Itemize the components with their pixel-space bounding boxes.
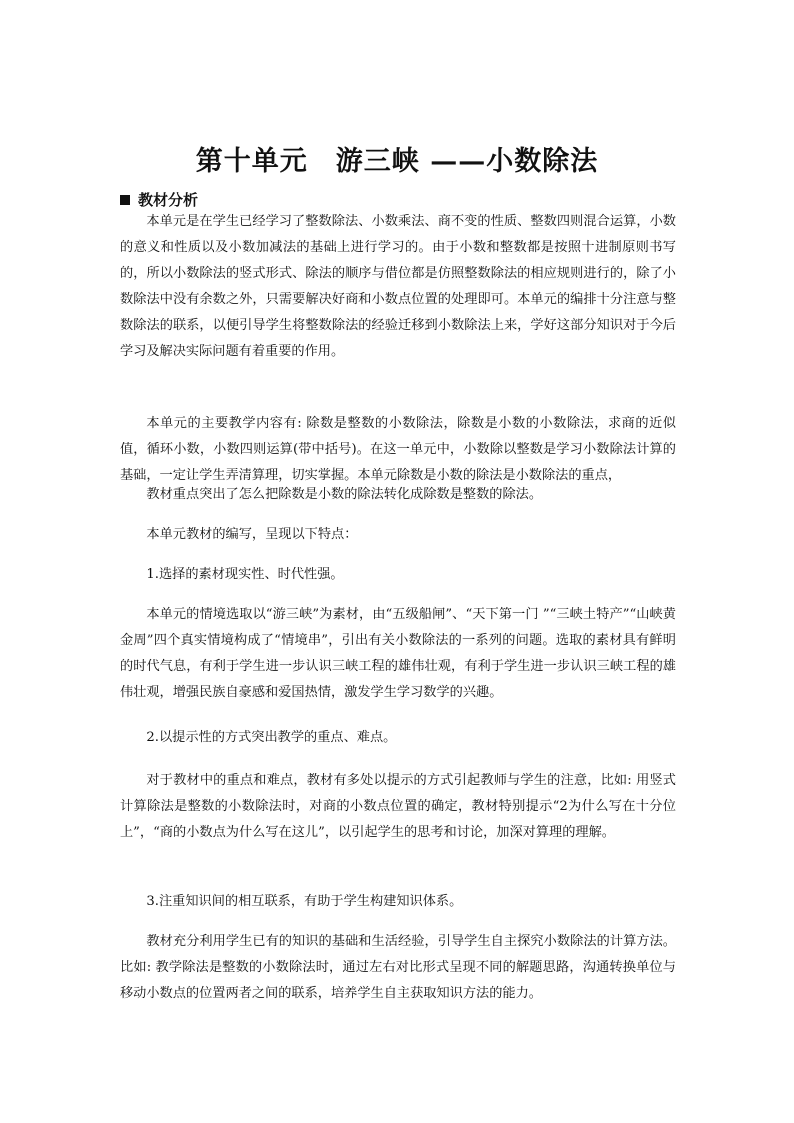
paragraph-key-point: 教材重点突出了怎么把除数是小数的除法转化成除数是整数的除法。 [146, 487, 543, 502]
paragraph-feature-1-heading: 1.选择的素材现实性、时代性强。 [146, 567, 344, 582]
paragraph-feature-3-body: 教材充分利用学生已有的知识的基础和生活经验，引导学生自主探究小数除法的计算方法。比如: 教学除法是整数的小数除法时，通过左右对比形式呈现不同的解题思路，沟通转换单位与移动小数点的位置两者之间的联系，培养学生自主获取知识方法的能力。 [120, 934, 676, 1001]
square-bullet-icon [120, 195, 130, 205]
section-heading-text: 教材分析 [138, 191, 199, 209]
paragraph-features-intro: 本单元教材的编写，呈现以下特点： [146, 527, 358, 542]
paragraph-feature-2-body: 对于教材中的重点和难点，教材有多处以提示的方式引起教师与学生的注意，比如: 用竖式计算除法是整数的小数除法时，对商的小数点位置的确定，教材特别提示“2为什么写在十分位上”，“商的小数点为什么写在这儿”，以引起学生的思考和讨论，加深对算理的理解。 [120, 773, 676, 840]
page-title: 第十单元 游三峡 ——小数除法 [195, 146, 599, 178]
paragraph-main-content: 本单元的主要教学内容有: 除数是整数的小数除法，除数是小数的小数除法，求商的近似值，循环小数，小数四则运算(带中括号)。在这一单元中，小数除以整数是学习小数除法计算的基础，一定让学生弄清算理，切实掌握。本单元除数是小数的除法是小数除法的重点， [120, 416, 676, 483]
paragraph-feature-2-heading: 2.以提示性的方式突出教学的重点、难点。 [146, 730, 397, 745]
paragraph-feature-3-heading: 3.注重知识间的相互联系，有助于学生构建知识体系。 [146, 894, 463, 909]
paragraph-unit-overview: 本单元是在学生已经学习了整数除法、小数乘法、商不变的性质、整数四则混合运算，小数的意义和性质以及小数加减法的基础上进行学习的。由于小数和整数都是按照十进制原则书写的，所以小数除法的竖式形式、除法的顺序与借位都是仿照整数除法的相应规则进行的，除了小数除法中没有余数之外，只需要解决好商和小数点位置的处理即可。本单元的编排十分注意与整数除法的联系，以便引导学生将整数除法的经验迁移到小数除法上来，学好这部分知识对于今后学习及解决实际问题有着重要的作用。 [120, 214, 676, 359]
paragraph-feature-1-body: 本单元的情境选取以“游三峡”为素材，由“五级船闸”、“天下第一门 ”“三峡土特产”“山峡黄金周”四个真实情境构成了“情境串”，引出有关小数除法的一系列的问题。选取的素材具有鲜明的时代气息，有利于学生进一步认识三峡工程的雄伟壮观，有利于学生进一步认识三峡工程的雄伟壮观，增强民族自豪感和爱国热情，激发学生学习数学的兴趣。 [120, 607, 676, 700]
section-heading [120, 189, 198, 211]
